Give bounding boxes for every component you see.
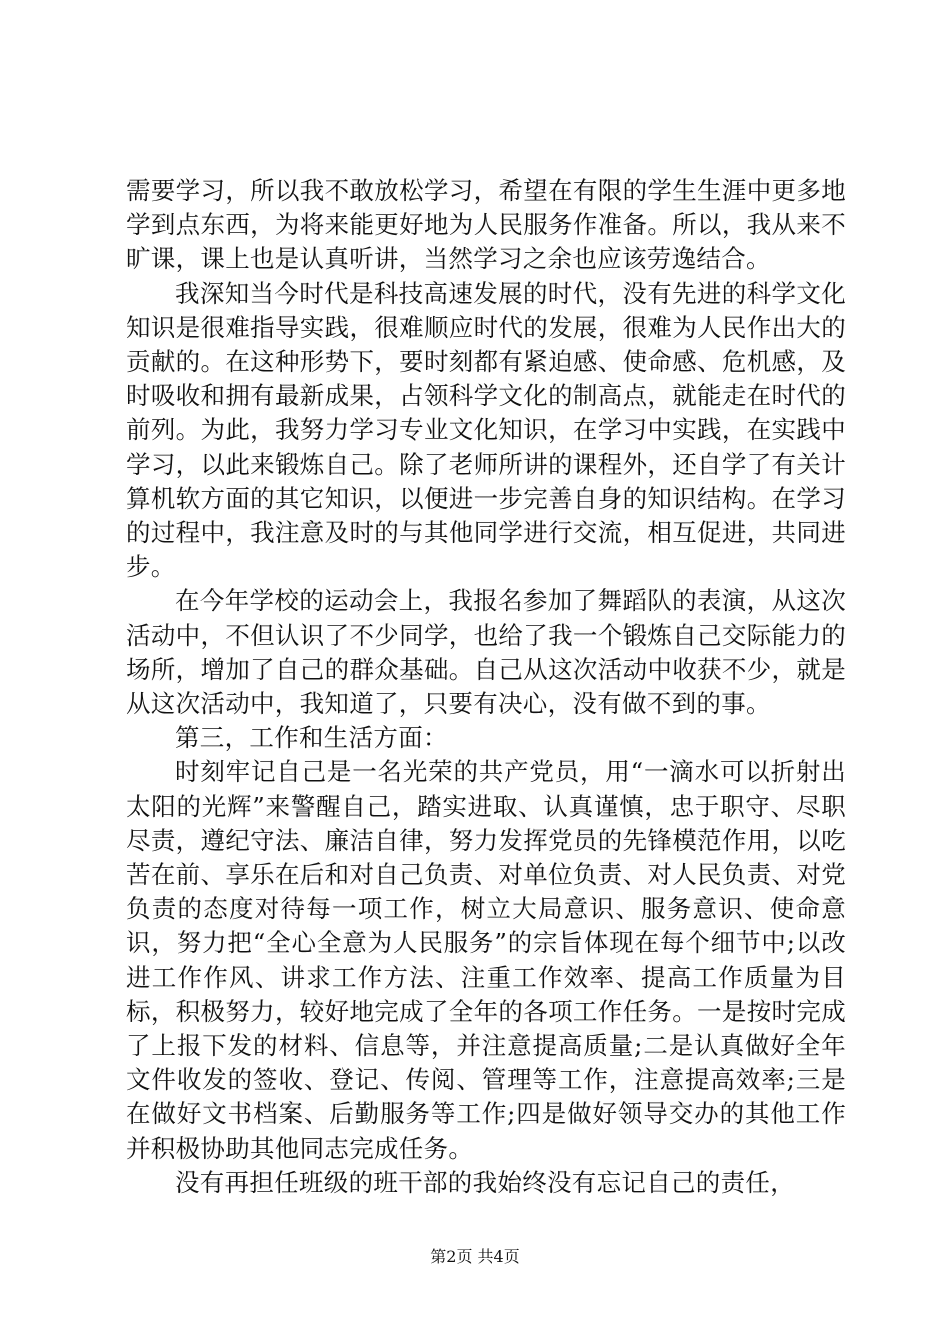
paragraph-sports-meeting: 在今年学校的运动会上，我报名参加了舞蹈队的表演，从这次活动中，不但认识了不少同学，也给了我一个锻炼自己交际能力的场所，增加了自己的群众基础。自己从这次活动中收获不少，就是从这次活动中，我知道了，只要有决心，没有做不到的事。 — [126, 586, 846, 719]
document-body — [126, 174, 846, 1200]
section-heading-work-life: 第三，工作和生活方面： — [175, 723, 448, 753]
paragraph-science-knowledge: 我深知当今时代是科技高速发展的时代，没有先进的科学文化知识是很难指导实践，很难顺应时代的发展，很难为人民作出大的贡献的。在这种形势下，要时刻都有紧迫感、使命感、危机感，及时吸收和拥有最新成果，占领科学文化的制高点，就能走在时代的前列。为此，我努力学习专业文化知识，在学习中实践，在实践中学习，以此来锻炼自己。除了老师所讲的课程外，还自学了有关计算机软方面的其它知识，以便进一步完善自身的知识结构。在学习的过程中，我注意及时的与其他同学进行交流，相互促进，共同进步。 — [126, 278, 846, 582]
paragraph-party-member: 时刻牢记自己是一名光荣的共产党员，用“一滴水可以折射出太阳的光辉”来警醒自己，踏实进取、认真谨慎，忠于职守、尽职尽责，遵纪守法、廉洁自律，努力发挥党员的先锋模范作用，以吃苦在前、享乐在后和对自己负责、对单位负责、对人民负责、对党负责的态度对待每一项工作，树立大局意识、服务意识、使命意识，努力把“全心全意为人民服务”的宗旨体现在每个细节中;以改进工作作风、讲求工作方法、注重工作效率、提高工作质量为目标，积极努力，较好地完成了全年的各项工作任务。一是按时完成了上报下发的材料、信息等，并注意提高质量;二是认真做好全年文件收发的签收、登记、传阅、管理等工作，注意提高效率;三是在做好文书档案、后勤服务等工作;四是做好领导交办的其他工作并积极协助其他同志完成任务。 — [126, 757, 846, 1163]
paragraph-class-cadre: 没有再担任班级的班干部的我始终没有忘记自己的责任， — [175, 1167, 795, 1197]
paragraph-study-continued: 需要学习，所以我不敢放松学习，希望在有限的学生生涯中更多地学到点东西，为将来能更好地为人民服务作准备。所以，我从来不旷课，课上也是认真听讲，当然学习之余也应该劳逸结合。 — [126, 176, 846, 274]
page-footer: 第2页 共4页 — [430, 1247, 520, 1266]
